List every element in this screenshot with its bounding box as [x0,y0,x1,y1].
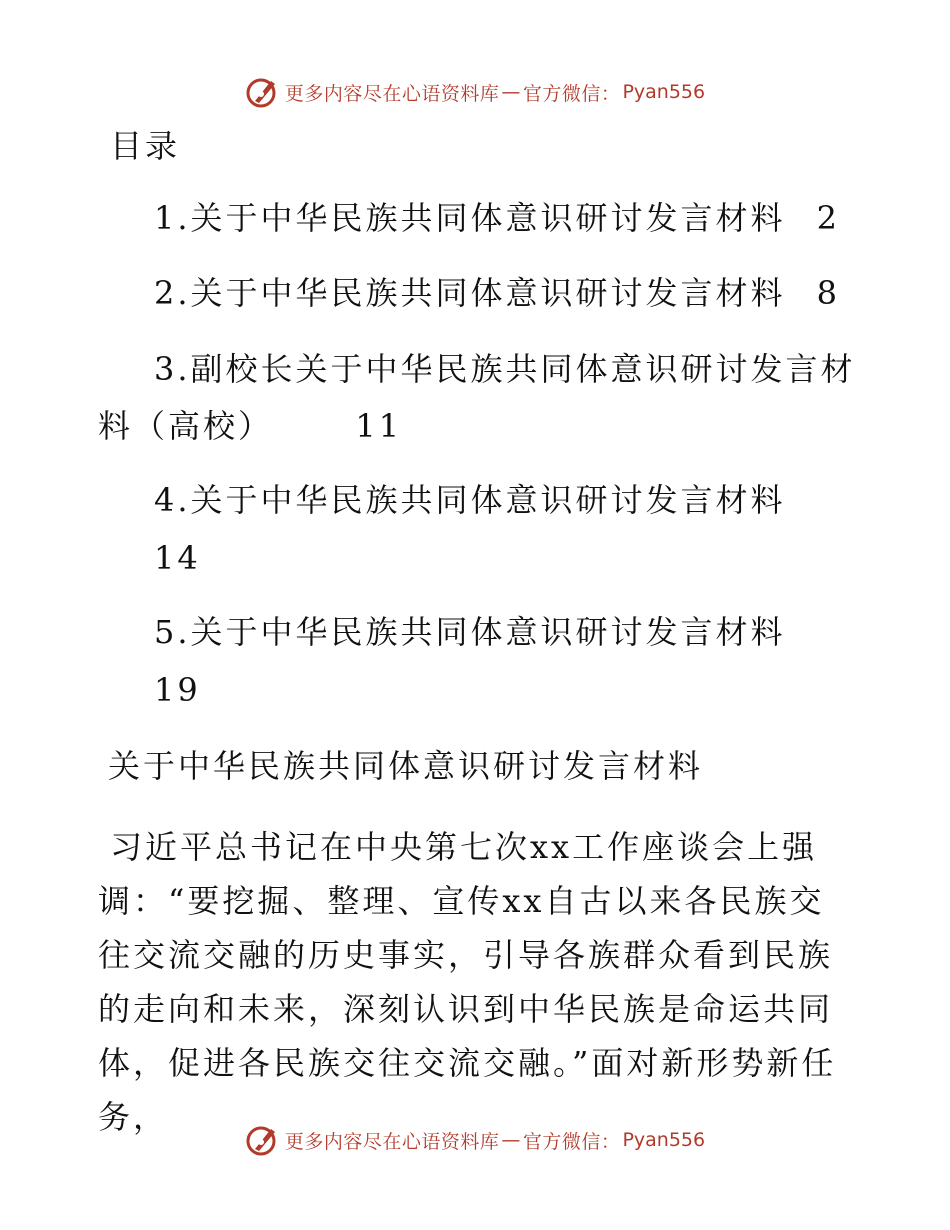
banner-text: 更多内容尽在心语资料库 [284,1130,500,1153]
article-heading: 关于中华民族共同体意识研讨发言材料 [108,747,704,785]
toc-item-page: 11 [355,407,403,445]
toc-item-continuation[interactable] [98,538,840,578]
toc-item-number: 4. [154,481,191,519]
toc-item[interactable] [98,349,856,389]
toc-item-page: 8 [816,274,840,312]
pen-logo-icon [245,75,279,109]
banner-handle: Pyan556 [622,81,706,103]
toc-item-title: 关于中华民族共同体意识研讨发言材料 [190,199,786,237]
toc-title: 目录 [110,127,181,165]
toc-item[interactable] [98,480,840,520]
toc-item-title-line2: 料（高校） [98,407,274,445]
article-paragraph: 习近平总书记在中央第七次xx工作座谈会上强调：“要挖掘、整理、宣传xx自古以来各民族交往交流交融的历史事实，引导各族群众看到民族的走向和未来，深刻认识到中华民族是命运共同体，促进各民族交往交流交融。”面对新形势新任务， [98,828,837,1136]
banner-separator: — [501,81,521,103]
toc-item[interactable] [98,198,840,238]
toc-item-continuation[interactable] [98,406,840,446]
banner-wechat-label: 官方微信： [522,1130,621,1153]
toc-item-number: 3. [154,350,191,388]
toc-item-title: 关于中华民族共同体意识研讨发言材料 [190,613,786,651]
toc-item-number: 1. [154,199,191,237]
toc-item-page: 14 [154,539,201,577]
banner-handle: Pyan556 [622,1129,706,1151]
toc-item-number: 2. [154,274,191,312]
toc-item-title: 关于中华民族共同体意识研讨发言材料 [190,274,786,312]
toc-item-title: 关于中华民族共同体意识研讨发言材料 [190,481,786,519]
article-body [98,820,858,1144]
toc-item-page: 2 [816,199,840,237]
toc-item-number: 5. [154,613,191,651]
toc-item[interactable] [98,612,840,652]
footer-banner [0,1120,950,1160]
toc-item-page: 19 [154,671,201,709]
pen-logo-icon [245,1123,279,1157]
toc-item-title-line1: 副校长关于中华民族共同体意识研讨发言材 [190,350,856,388]
toc-item-continuation[interactable] [98,670,840,710]
banner-text: 更多内容尽在心语资料库 [284,82,500,105]
header-banner [0,72,950,112]
toc-item[interactable] [98,273,840,313]
banner-separator: — [501,1129,521,1151]
banner-wechat-label: 官方微信： [522,82,621,105]
